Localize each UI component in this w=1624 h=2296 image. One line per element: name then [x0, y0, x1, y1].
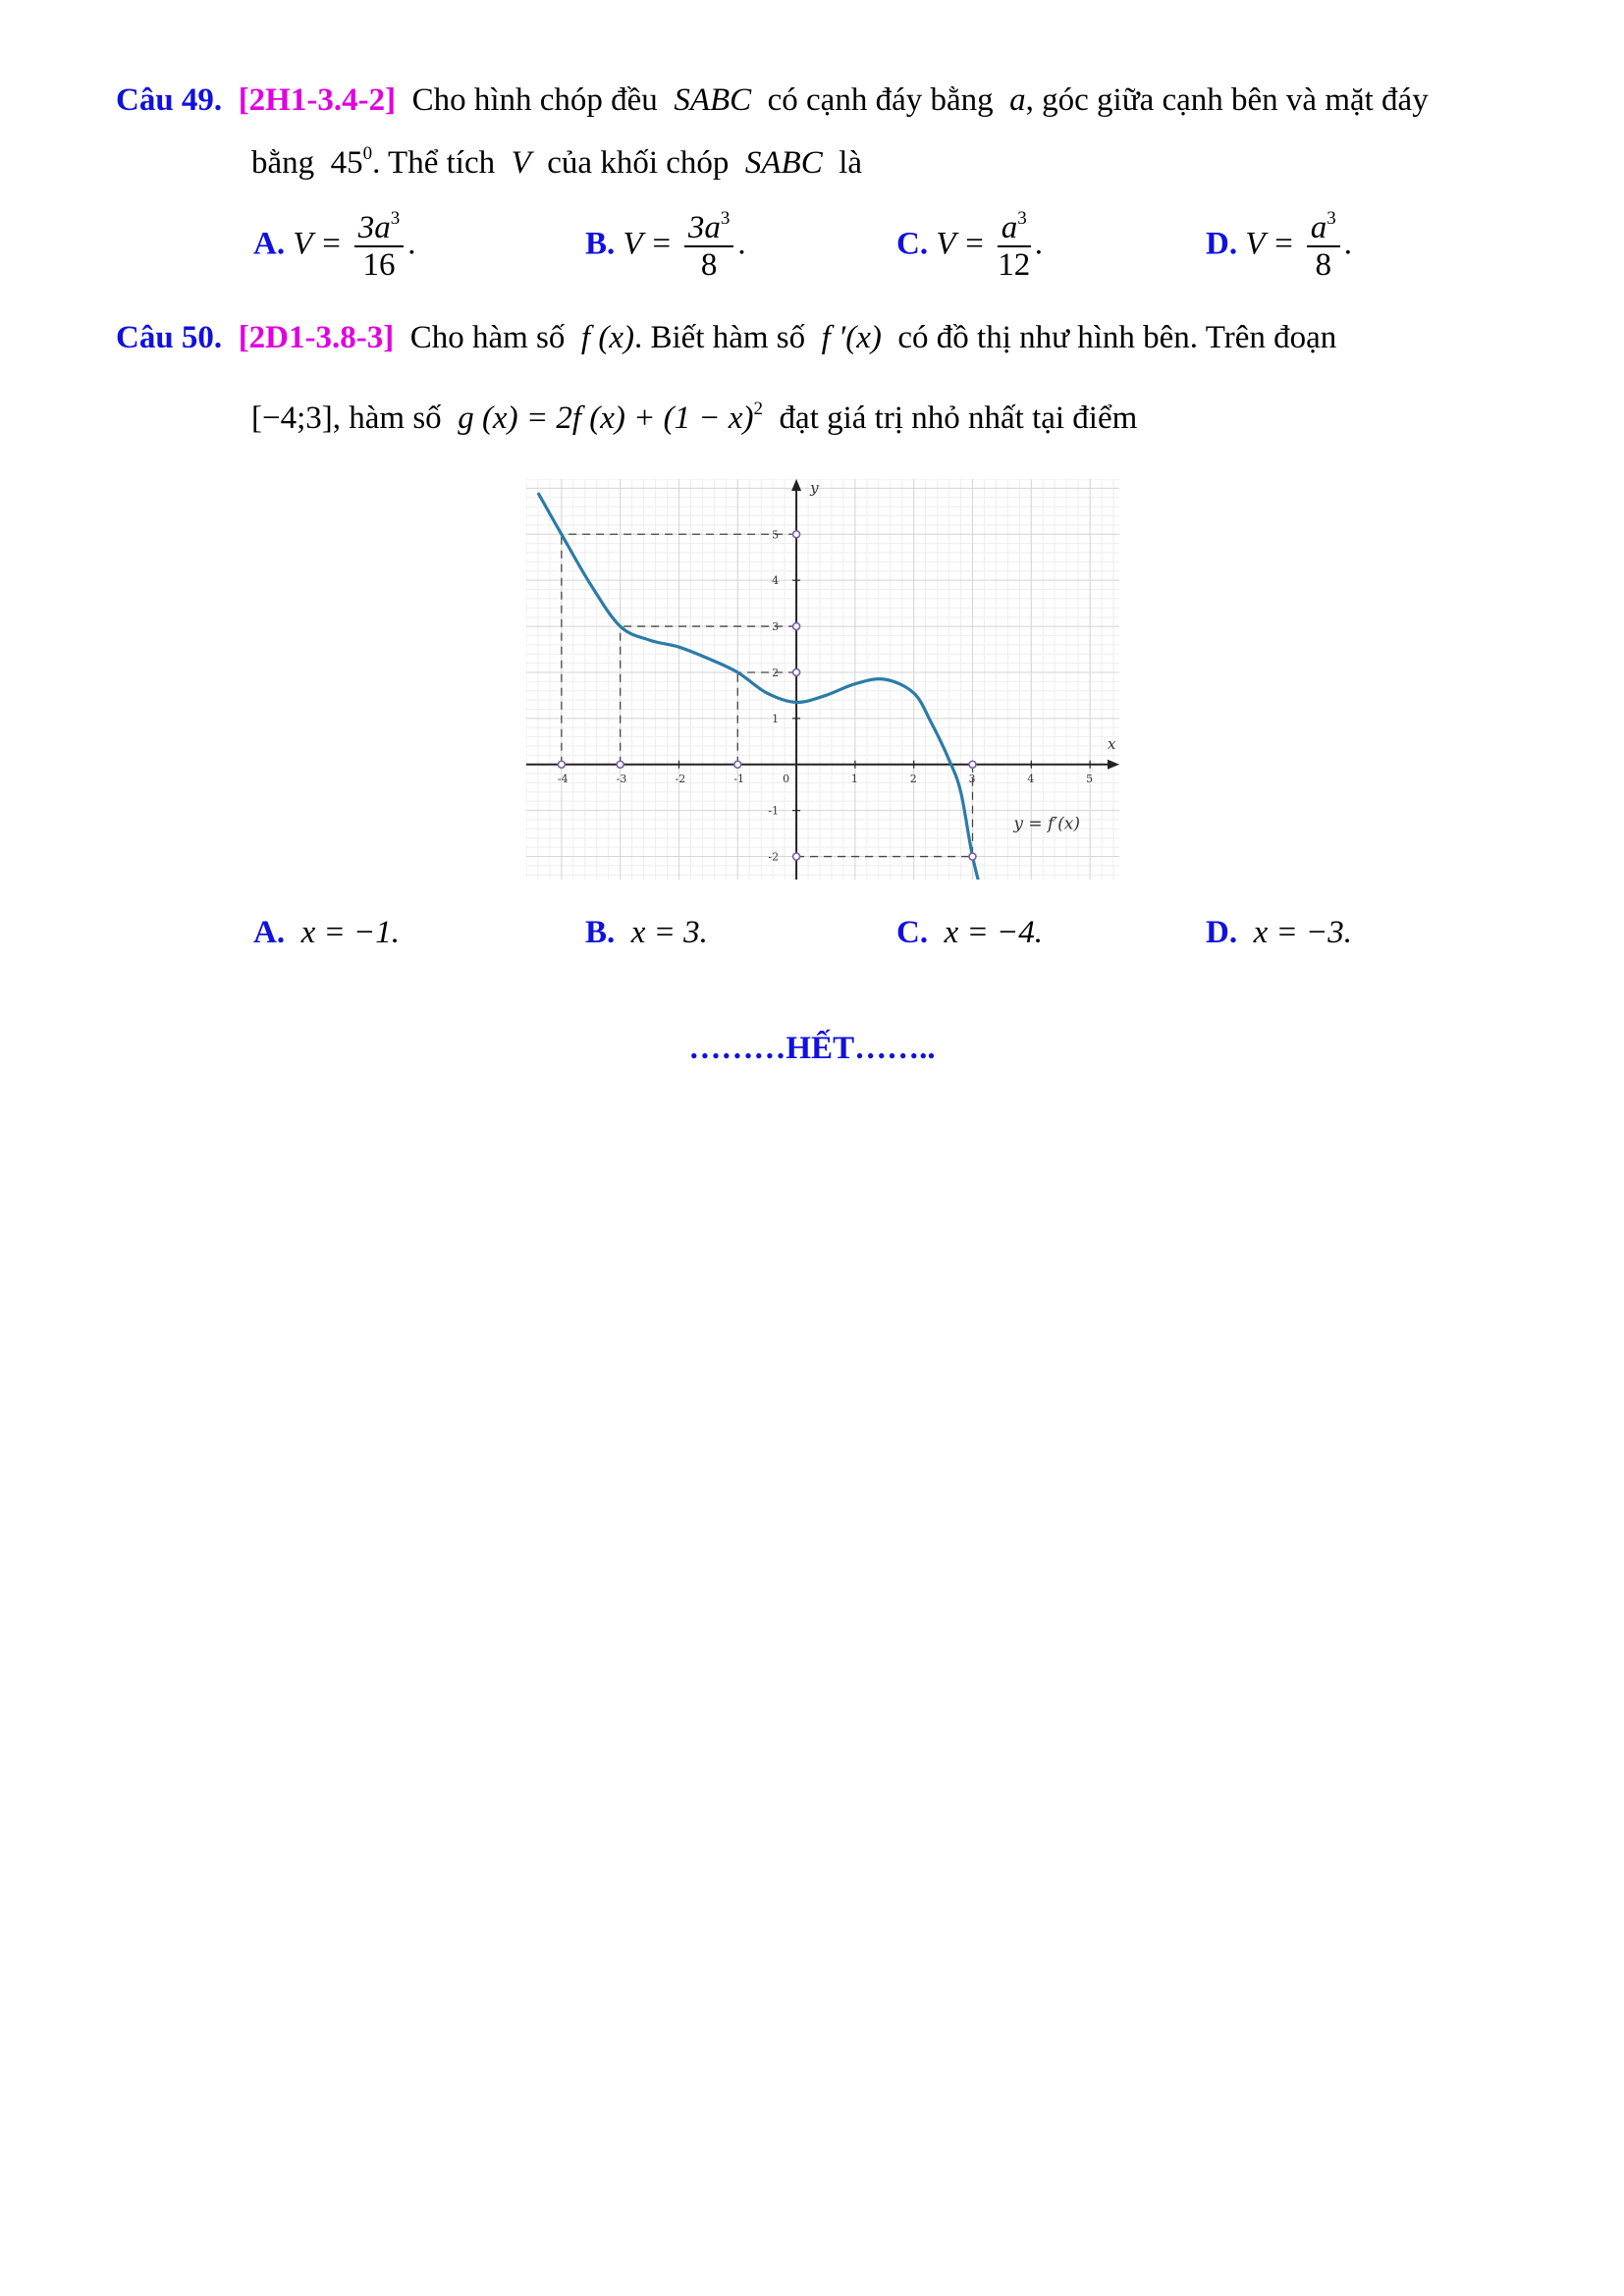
- curve-label: y = f′(x): [1013, 814, 1081, 834]
- q49-option-d[interactable]: [1206, 210, 1352, 283]
- q49-text-7: là: [839, 145, 863, 181]
- q49-angle-sup: 0: [362, 143, 373, 164]
- q49-text-3: , góc giữa cạnh bên và mặt đáy: [1025, 82, 1429, 118]
- x-point-marker: [617, 761, 623, 768]
- q49-option-b[interactable]: [585, 210, 746, 283]
- q49-vol: V: [511, 145, 531, 181]
- q50-option-d[interactable]: [1206, 913, 1352, 952]
- derivative-graph: [526, 479, 1119, 880]
- q50-tag: [2D1-3.8-3]: [238, 320, 395, 355]
- q49-text-5: . Thể tích: [372, 145, 496, 181]
- q49-option-c[interactable]: [896, 210, 1043, 283]
- fraction-denominator: 12: [998, 247, 1031, 283]
- q50-line-2: [251, 399, 1137, 438]
- y-point-marker: [793, 668, 800, 675]
- y-point-marker: [793, 531, 800, 538]
- option-value: x = −3.: [1253, 915, 1353, 950]
- q50-line-1: [116, 318, 1336, 357]
- y-tick-label: 3: [772, 620, 780, 634]
- x-tick-label: -1: [733, 772, 745, 785]
- option-letter: A.: [253, 226, 286, 262]
- y-tick-label: -2: [768, 850, 780, 864]
- q50-text-5: đạt giá trị nhỏ nhất tại điểm: [779, 400, 1138, 436]
- q49-angle: 45: [330, 145, 363, 181]
- q50-gx-sup: 2: [753, 399, 764, 419]
- q50-fx: f (x): [580, 320, 634, 355]
- q50-text-1: Cho hàm số: [409, 320, 566, 355]
- x-tick-label: 0: [783, 772, 790, 785]
- x-tick-label: 2: [909, 772, 917, 785]
- option-end: .: [1343, 226, 1352, 262]
- y-tick-label: -1: [768, 804, 780, 818]
- q50-option-c[interactable]: [896, 913, 1043, 952]
- x-tick-label: 3: [968, 772, 976, 785]
- option-fraction: [354, 210, 405, 283]
- q49-line-2: [251, 143, 862, 183]
- option-fraction: [1307, 210, 1340, 283]
- y-axis-label: y: [810, 479, 819, 497]
- y-tick-label: 1: [772, 712, 780, 725]
- x-point-marker: [558, 761, 565, 768]
- q50-text-4: , hàm số: [332, 400, 442, 436]
- fraction-denominator: 8: [700, 247, 718, 283]
- q50-number: Câu 50.: [116, 320, 223, 355]
- q50-interval: [−4;3]: [251, 400, 333, 436]
- option-fraction: [998, 210, 1031, 283]
- y-tick-label: 5: [772, 528, 780, 542]
- option-lhs: V =: [936, 226, 986, 262]
- y-tick-label: 4: [772, 574, 780, 588]
- x-tick-label: 4: [1027, 772, 1035, 785]
- fraction-denominator: 16: [362, 247, 396, 283]
- q50-option-a[interactable]: [253, 913, 400, 952]
- x-tick-label: -3: [616, 772, 627, 785]
- x-point-marker: [969, 761, 976, 768]
- option-letter: B.: [585, 226, 616, 262]
- fraction-numerator: 3a: [357, 210, 391, 245]
- fraction-numerator: a: [1310, 210, 1327, 245]
- option-letter: D.: [1206, 226, 1238, 262]
- q50-gx: g (x) = 2f (x) + (1 − x): [458, 400, 754, 436]
- numerator-exponent: 3: [1326, 208, 1336, 229]
- end-marker: ………HẾT……..: [688, 1031, 936, 1066]
- q49-text-6: của khối chóp: [547, 145, 730, 181]
- q49-pyramid: SABC: [674, 82, 752, 118]
- option-lhs: V =: [623, 226, 673, 262]
- q49-edge: a: [1009, 82, 1026, 118]
- fraction-denominator: 8: [1315, 247, 1331, 283]
- option-lhs: V =: [293, 226, 343, 262]
- x-tick-label: 5: [1086, 772, 1094, 785]
- q49-option-a[interactable]: [253, 210, 415, 283]
- q49-text-2: có cạnh đáy bằng: [767, 82, 994, 118]
- option-lhs: V =: [1245, 226, 1295, 262]
- option-letter: B.: [585, 915, 616, 950]
- y-point-marker: [793, 623, 800, 630]
- option-letter: C.: [896, 915, 929, 950]
- option-end: .: [737, 226, 746, 262]
- option-end: .: [407, 226, 416, 262]
- x-tick-label: -4: [557, 772, 568, 785]
- x-axis-label: x: [1108, 734, 1116, 753]
- q50-text-3: có đồ thị như hình bên. Trên đoạn: [897, 320, 1337, 355]
- curve-point-marker: [969, 853, 976, 860]
- q50-option-b[interactable]: [585, 913, 708, 952]
- q49-text-1: Cho hình chóp đều: [411, 82, 658, 118]
- x-tick-label: 1: [850, 772, 858, 785]
- option-value: x = −1.: [300, 915, 401, 950]
- q49-number: Câu 49.: [116, 82, 223, 118]
- option-letter: A.: [253, 915, 286, 950]
- y-tick-label: 2: [772, 666, 780, 679]
- q49-tag: [2H1-3.4-2]: [238, 82, 397, 118]
- q49-line-1: [116, 80, 1429, 120]
- numerator-exponent: 3: [390, 208, 401, 229]
- option-letter: D.: [1206, 915, 1238, 950]
- q50-text-2: . Biết hàm số: [633, 320, 806, 355]
- option-fraction: [684, 210, 734, 283]
- x-point-marker: [734, 761, 741, 768]
- numerator-exponent: 3: [1017, 208, 1027, 229]
- option-value: x = 3.: [630, 915, 708, 950]
- y-point-marker: [793, 853, 800, 860]
- fraction-numerator: a: [1001, 210, 1018, 245]
- fraction-numerator: 3a: [687, 210, 721, 245]
- option-letter: C.: [896, 226, 929, 262]
- numerator-exponent: 3: [720, 208, 731, 229]
- q49-text-4: bằng: [251, 145, 315, 181]
- q50-fpx: f ′(x): [821, 320, 882, 355]
- x-tick-label: -2: [675, 772, 686, 785]
- option-value: x = −4.: [944, 915, 1044, 950]
- option-end: .: [1034, 226, 1043, 262]
- q49-pyramid-2: SABC: [744, 145, 823, 181]
